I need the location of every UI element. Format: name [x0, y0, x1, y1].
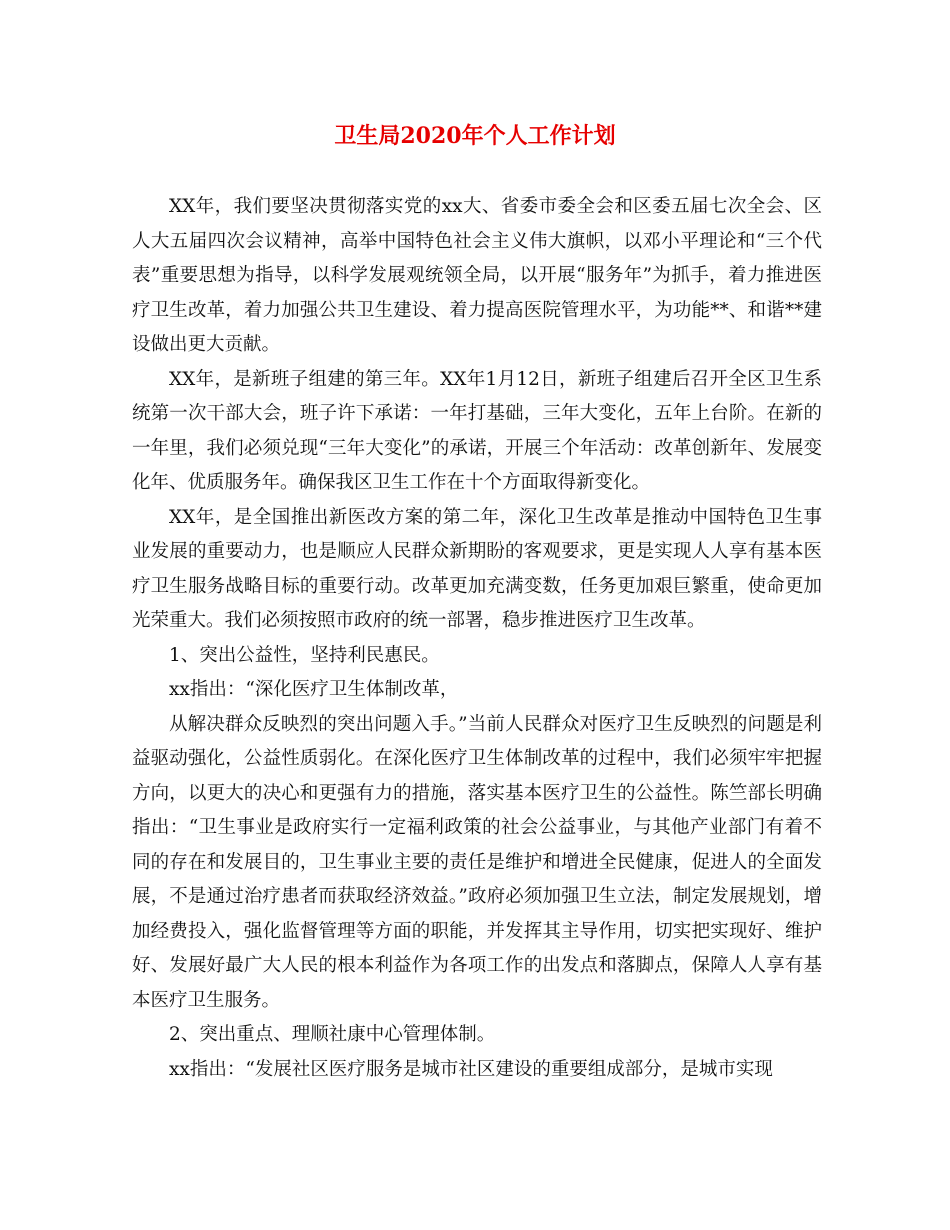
paragraph: XX年，我们要坚决贯彻落实党的xx大、省委市委全会和区委五届七次全会、区人大五届四次会议精神，高举中国特色社会主义伟大旗帜，以邓小平理论和“三个代表”重要思想为指导，以科学发展观统领全局，以开展“服务年”为抓手，着力推进医疗卫生改革，着力加强公共卫生建设、着力提高医院管理水平，为功能**、和谐**建设做出更大贡献。	[132, 196, 822, 355]
document-body	[132, 190, 822, 1087]
paragraph: XX年，是新班子组建的第三年。XX年1月12日，新班子组建后召开全区卫生系统第一次干部大会，班子许下承诺：一年打基础，三年大变化，五年上台阶。在新的一年里，我们必须兑现“三年大变化”的承诺，开展三个年活动：改革创新年、发展变化年、优质服务年。确保我区卫生工作在十个方面取得新变化。	[132, 368, 822, 493]
paragraph: 从解决群众反映烈的突出问题入手。”当前人民群众对医疗卫生反映烈的问题是利益驱动强化，公益性质弱化。在深化医疗卫生体制改革的过程中，我们必须牢牢把握方向，以更大的决心和更强有力的措施，落实基本医疗卫生的公益性。陈竺部长明确指出：“卫生事业是政府实行一定福利政策的社会公益事业，与其他产业部门有着不同的存在和发展目的，卫生事业主要的责任是维护和增进全民健康，促进人的全面发展，不是通过治疗患者而获取经济效益。”政府必须加强卫生立法，制定发展规划，增加经费投入，强化监督管理等方面的职能，并发挥其主导作用，切实把实现好、维护好、发展好最广大人民的根本利益作为各项工作的出发点和落脚点，保障人人享有基本医疗卫生服务。	[132, 713, 822, 1011]
paragraph: XX年，是全国推出新医改方案的第二年，深化卫生改革是推动中国特色卫生事业发展的重要动力，也是顺应人民群众新期盼的客观要求，更是实现人人享有基本医疗卫生服务战略目标的重要行动。改革更加充满变数，任务更加艰巨繁重，使命更加光荣重大。我们必须按照市政府的统一部署，稳步推进医疗卫生改革。	[132, 506, 822, 631]
paragraph: xx指出：“发展社区医疗服务是城市社区建设的重要组成部分，是城市实现	[169, 1058, 773, 1080]
paragraph: xx指出：“深化医疗卫生体制改革，	[169, 679, 459, 700]
section-heading-1: 1、突出公益性，坚持利民惠民。	[169, 644, 440, 666]
document-title: 卫生局2020年个人工作计划	[334, 123, 616, 149]
section-heading-2: 2、突出重点、理顺社康中心管理体制。	[169, 1024, 496, 1045]
